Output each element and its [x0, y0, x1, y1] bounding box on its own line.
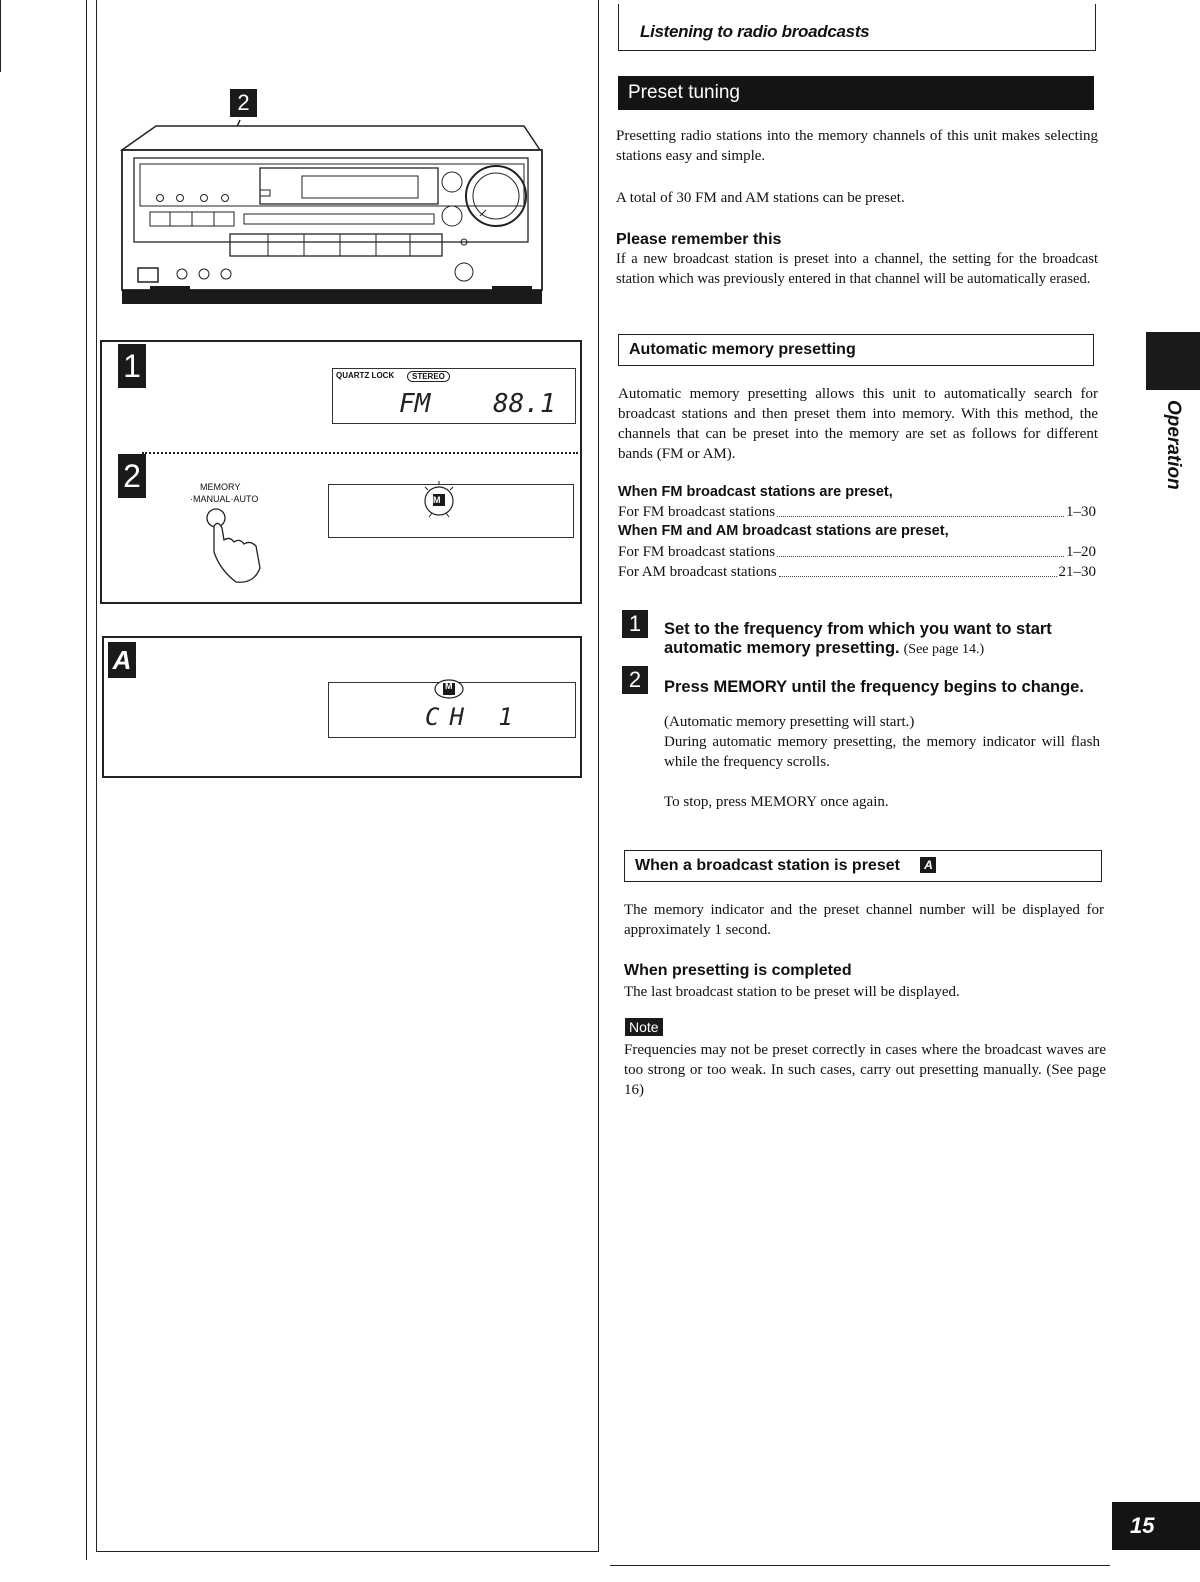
hand-press-icon	[198, 506, 268, 586]
step-2-heading: Press MEMORY until the frequency begins to change.	[664, 678, 1084, 696]
panel-step-1-number: 1	[118, 344, 146, 388]
when-preset-heading: When a broadcast station is preset	[635, 857, 900, 874]
step-1-heading: Set to the frequency from which you want to start automatic memory presetting.	[664, 620, 1052, 657]
receiver-illustration	[120, 86, 560, 316]
fm-row	[618, 542, 1096, 562]
panel-divider	[142, 452, 578, 454]
callout-number: 2	[237, 90, 250, 115]
step-1-note: (See page 14.)	[903, 642, 985, 657]
memory-indicator-letter: M	[433, 495, 441, 505]
completed-heading: When presetting is completed	[624, 962, 852, 979]
intro-total: A total of 30 FM and AM stations can be preset.	[616, 190, 905, 206]
note-text: Frequencies may not be preset correctly in cases where the broadcast waves are too strong or too weak. In such cases, carry out presetting manually. (See page 16)	[624, 1042, 1106, 1098]
lcd-memory-display	[328, 484, 574, 538]
fm-label: For FM broadcast stations	[618, 544, 776, 560]
bottom-frame-line	[96, 1551, 598, 1552]
steps-display-panel	[100, 340, 582, 604]
step-2-stop: To stop, press MEMORY once again.	[664, 794, 889, 810]
fm-range: 1–20	[1066, 544, 1096, 560]
section-title-bar: Preset tuning	[618, 76, 1094, 110]
edge-mark	[0, 0, 1, 72]
lcd-band: FM	[399, 389, 431, 419]
remember-heading: Please remember this	[616, 231, 782, 248]
lcd-channel-display	[328, 682, 576, 738]
note-label: Note	[625, 1018, 663, 1036]
panel-step-2-number: 2	[118, 454, 146, 498]
page-number: 15	[1112, 1502, 1200, 1550]
memory-button-label: MEMORY	[200, 482, 241, 492]
left-inner-line	[96, 0, 97, 1552]
lcd-frequency: 88.1	[493, 389, 556, 419]
leader-dots	[779, 562, 1057, 577]
step-2-number: 2	[622, 666, 648, 694]
fm-only-range: 1–30	[1066, 504, 1096, 520]
when-preset-heading-box	[624, 850, 1102, 882]
remember-text: If a new broadcast station is preset into a channel, the setting for the broadcast station which was previously entered in that channel will be automatically erased.	[616, 251, 1098, 287]
section-tab-label: Operation	[1163, 400, 1184, 490]
preset-display-panel	[102, 636, 582, 778]
panel-a-badge: A	[920, 857, 936, 873]
leader-dots	[777, 502, 1064, 517]
fm-only-row	[618, 502, 1096, 522]
am-range: 21–30	[1058, 564, 1096, 580]
bottom-right-line	[610, 1565, 1110, 1566]
section-tab-marker	[1146, 332, 1200, 390]
completed-text: The last broadcast station to be preset will be displayed.	[624, 984, 960, 1000]
auto-preset-heading: Automatic memory presetting	[618, 334, 1094, 366]
memory-indicator-letter-a: M	[445, 681, 453, 691]
memory-button-sublabel: ·MANUAL·AUTO	[190, 494, 259, 504]
leader-dots	[777, 542, 1064, 557]
lcd-channel-text: CH 1	[425, 703, 523, 731]
section-tab-label-wrap	[1136, 400, 1196, 500]
left-frame-line	[86, 0, 87, 1560]
step-2-line2: During automatic memory presetting, the memory indicator will flash while the frequency scrolls.	[664, 734, 1100, 770]
when-preset-text: The memory indicator and the preset channel number will be displayed for approximately 1 second.	[624, 902, 1104, 938]
step-2-line1: (Automatic memory presetting will start.)	[664, 714, 915, 730]
step-1-number: 1	[622, 610, 648, 638]
fm-am-heading: When FM and AM broadcast stations are preset,	[618, 523, 949, 539]
auto-preset-text: Automatic memory presetting allows this unit to automatically search for broadcast stations and then preset them into memory. With this method, the channels that can be preset into the memory are set as follows for different bands (FM or AM).	[618, 386, 1098, 462]
page-header-title: Listening to radio broadcasts	[640, 22, 870, 41]
intro-paragraph: Presetting radio stations into the memory channels of this unit makes selecting stations easy and simple.	[616, 128, 1098, 164]
am-row	[618, 562, 1096, 582]
panel-a-label: A	[108, 642, 136, 678]
fm-only-heading: When FM broadcast stations are preset,	[618, 484, 893, 500]
am-label: For AM broadcast stations	[618, 564, 777, 580]
quartz-lock-label: QUARTZ LOCK	[336, 371, 395, 380]
stereo-indicator: STEREO	[407, 371, 450, 382]
step-1	[664, 620, 1096, 658]
lcd-frequency-display	[332, 368, 576, 424]
fm-only-label: For FM broadcast stations	[618, 504, 776, 520]
center-divider	[598, 0, 599, 1552]
